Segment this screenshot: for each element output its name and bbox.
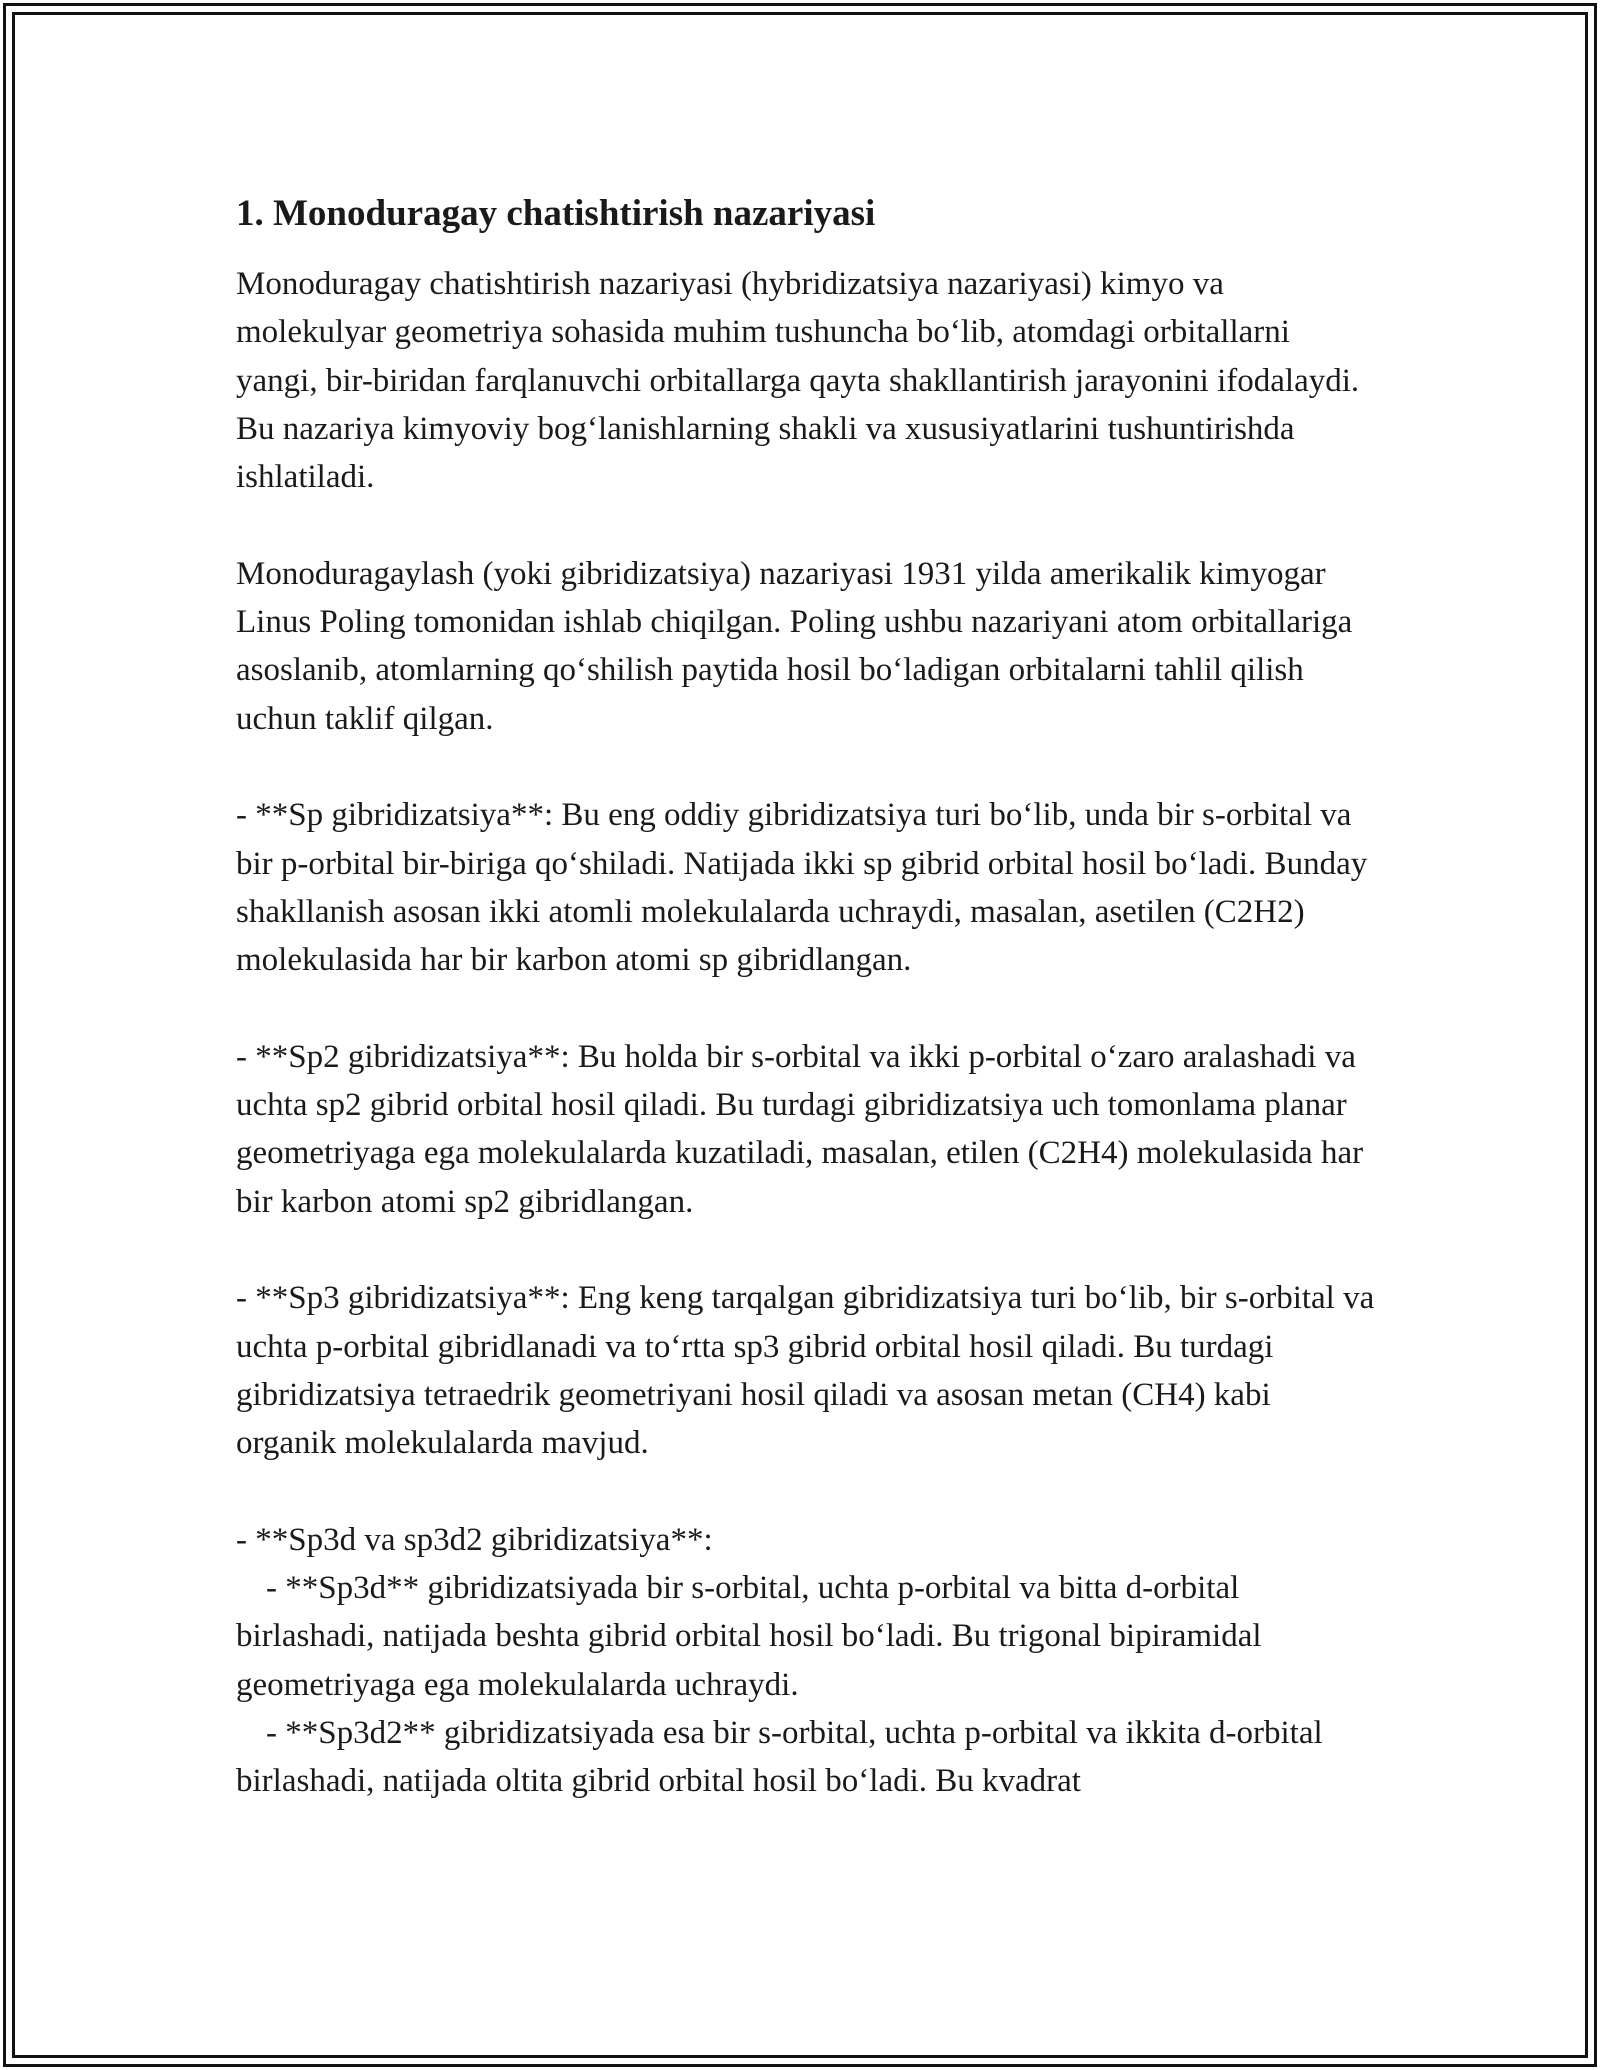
section-heading: 1. Monoduragay chatishtirish nazariyasi <box>236 193 876 234</box>
list-item-sp3d2 <box>236 1709 1376 1806</box>
document-body <box>236 188 1376 1806</box>
paragraph-history: Monoduragaylash (yoki gibridizatsiya) nazariyasi 1931 yilda amerikalik kimyogar Linus Poling tomonidan ishlab chiqilgan. Poling ushbu nazariyani atom orbitallariga asoslanib, atomlarning qo‘shilish paytida hosil bo‘ladigan orbitalarni tahlil qilish uchun taklif qilgan. <box>236 555 1353 737</box>
paragraph-sp: - **Sp gibridizatsiya**: Bu eng oddiy gibridizatsiya turi bo‘lib, unda bir s-orbital va bir p-orbital bir-biriga qo‘shiladi. Natijada ikki sp gibrid orbital hosil bo‘ladi. Bunday shakllanish asosan ikki atomli molekulalarda uchraydi, masalan, asetilen (C2H2) molekulasida har bir karbon atomi sp gibridlangan. <box>236 797 1368 979</box>
list-item-sp3d-text: - **Sp3d** gibridizatsiyada bir s-orbital, uchta p-orbital va bitta d-orbital birlashadi, natijada beshta gibrid orbital hosil bo‘ladi. Bu trigonal bipiramidal geometriyaga ega molekulalarda uchraydi. <box>236 1570 1262 1703</box>
list-item-sp3d <box>236 1564 1376 1709</box>
paragraph-sp3d-intro: - **Sp3d va sp3d2 gibridizatsiya**: <box>236 1521 713 1558</box>
paragraph-sp2: - **Sp2 gibridizatsiya**: Bu holda bir s-orbital va ikki p-orbital o‘zaro aralashadi va uchta sp2 gibrid orbital hosil qiladi. Bu turdagi gibridizatsiya uch tomonlama planar geometriyaga ega molekulalarda kuzatiladi, masalan, etilen (C2H4) molekulasida har bir karbon atomi sp2 gibridlangan. <box>236 1038 1364 1220</box>
paragraph-sp3: - **Sp3 gibridizatsiya**: Eng keng tarqalgan gibridizatsiya turi bo‘lib, bir s-orbital va uchta p-orbital gibridlanadi va to‘rtta sp3 gibrid orbital hosil qiladi. Bu turdagi gibridizatsiya tetraedrik geometriyani hosil qiladi va asosan metan (CH4) kabi organik molekulalarda mavjud. <box>236 1280 1375 1462</box>
list-item-sp3d2-text: - **Sp3d2** gibridizatsiyada esa bir s-orbital, uchta p-orbital va ikkita d-orbital birlashadi, natijada oltita gibrid orbital hosil bo‘ladi. Bu kvadrat <box>236 1714 1323 1800</box>
paragraph-intro: Monoduragay chatishtirish nazariyasi (hybridizatsiya nazariyasi) kimyo va molekulyar geometriya sohasida muhim tushuncha bo‘lib, atomdagi orbitallarni yangi, bir-biridan farqlanuvchi orbitallarga qayta shakllantirish jarayonini ifodalaydi. Bu nazariya kimyoviy bog‘lanishlarning shakli va xususiyatlarini tushuntirishda ishlatiladi. <box>236 266 1360 496</box>
